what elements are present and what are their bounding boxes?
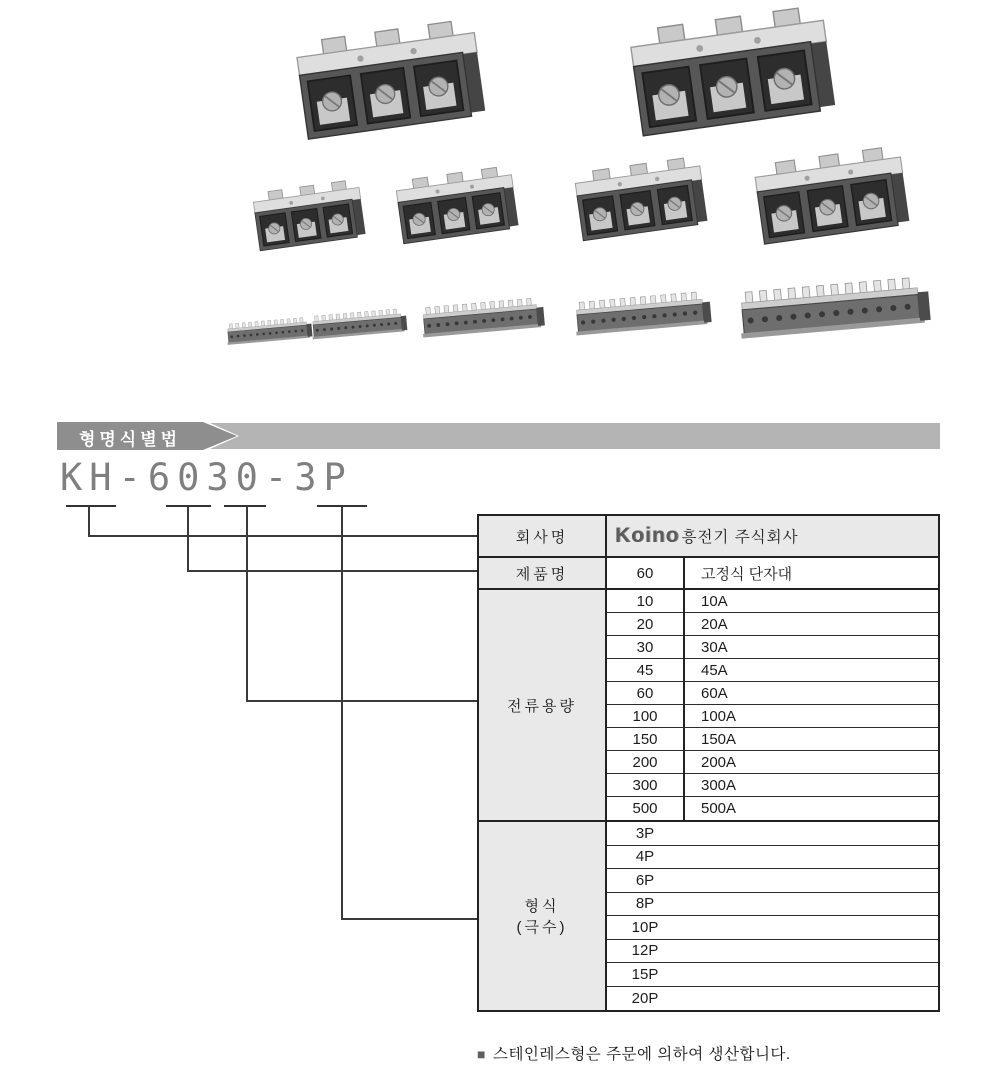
current-desc: 200A [701,753,737,771]
product-photo-strip-1 [226,302,314,362]
product-photo-3p-large2 [756,145,910,253]
current-code: 500 [607,797,685,820]
poles-code: 12P [631,942,659,960]
square-bullet-icon: ■ [477,1046,486,1062]
product-desc-cell: 고정식 단자대 [701,565,793,583]
table-row [607,893,938,917]
poles-label-line1: 형식 [524,898,560,915]
product-photo-strip-3 [421,282,547,356]
current-desc: 45A [701,661,728,679]
table-row [607,659,938,682]
leader-line-product-horizontal [187,570,477,572]
table-row [607,613,938,636]
table-row-company [479,516,938,558]
poles-label-cell [479,822,607,1010]
current-code: 10 [607,590,685,612]
poles-code: 10P [631,918,659,936]
product-label-cell: 제품명 [479,558,607,588]
model-underline-product [166,505,211,507]
product-photo-3p-large-left [298,20,486,148]
table-row [607,869,938,893]
current-code: 300 [607,774,685,796]
table-row [607,940,938,964]
product-code-cell: 60 [607,558,685,588]
table-row [607,822,938,846]
product-photo-3p-xlarge-right [618,8,850,144]
poles-code: 20P [631,989,659,1007]
leader-line-product-vertical [187,506,189,571]
product-photo-3p-small [254,178,366,258]
current-desc: 100A [701,707,737,725]
table-row [607,558,938,588]
poles-code: 8P [635,895,655,913]
current-code: 60 [607,682,685,704]
current-code: 30 [607,636,685,658]
product-photo-strip-2 [311,290,409,360]
current-desc: 60A [701,684,728,702]
model-legend-table [477,514,940,1012]
table-row [607,728,938,751]
poles-code: 4P [635,848,655,866]
company-value-cell [607,516,938,556]
table-section-poles [479,822,938,1010]
table-row [607,590,938,613]
section-title: 형명식별법 [78,430,182,449]
leader-line-company-horizontal [88,535,477,537]
table-row [607,705,938,728]
poles-code: 15P [631,965,659,983]
table-row-product [479,558,938,590]
product-photo-3p-medium-large [576,152,708,252]
table-row [607,797,938,820]
company-logo: Koino [615,524,680,547]
table-row [607,987,938,1011]
current-desc: 500A [701,800,737,817]
current-code: 45 [607,659,685,681]
table-row [607,751,938,774]
current-label-cell: 전류용량 [479,590,607,820]
table-section-current [479,590,938,822]
leader-line-current-vertical [246,506,248,701]
table-row [607,636,938,659]
table-row [607,846,938,870]
model-underline-current [224,505,266,507]
company-name: 흥전기 주식회사 [681,529,799,546]
table-row [607,963,938,987]
table-row [607,916,938,940]
current-desc: 20A [701,615,728,633]
product-photo-strip-5 [738,266,934,354]
current-desc: 30A [701,638,728,656]
leader-line-current-horizontal [246,700,477,702]
poles-code: 3P [635,824,655,842]
current-desc: 10A [701,592,728,610]
product-photo-strip-4 [574,276,714,354]
current-code: 200 [607,751,685,773]
leader-line-poles-vertical [341,506,343,920]
current-code: 100 [607,705,685,727]
model-code: KH-6030-3P [60,456,353,499]
current-code: 20 [607,613,685,635]
poles-label-line2: (극수) [516,919,568,936]
leader-line-poles-horizontal [341,918,477,920]
model-underline-company [66,505,116,507]
current-code: 150 [607,728,685,750]
current-desc: 300A [701,776,737,794]
poles-code: 6P [635,871,655,889]
footnote [477,1042,791,1064]
leader-line-company-vertical [88,506,90,536]
current-desc: 150A [701,730,737,748]
product-photo-3p-medium [397,162,519,254]
footnote-text: 스테인레스형은 주문에 의하여 생산합니다. [492,1046,791,1063]
company-label-cell: 회사명 [479,516,607,556]
table-row [607,774,938,797]
table-row [607,682,938,705]
